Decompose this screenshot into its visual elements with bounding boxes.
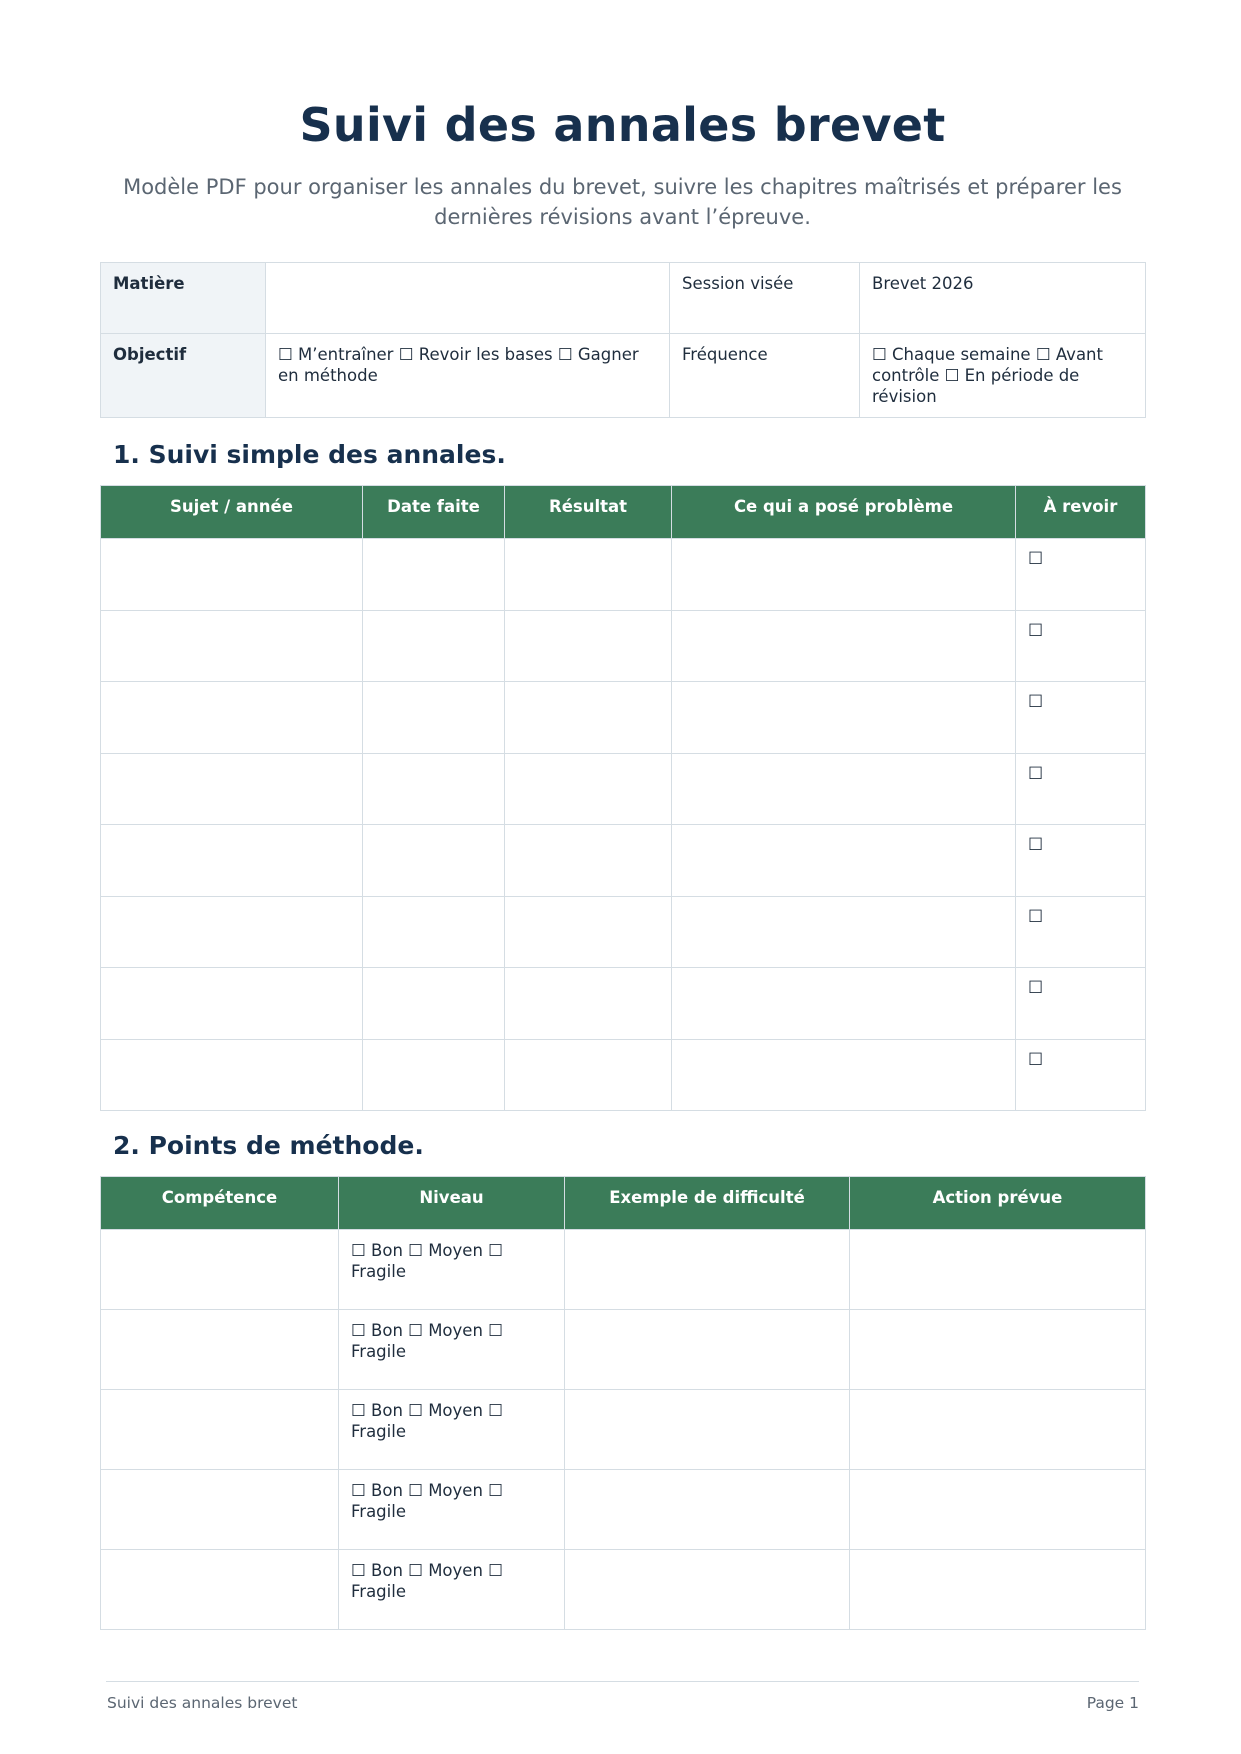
- revoir-checkbox[interactable]: ☐: [1016, 682, 1146, 754]
- resultat-cell[interactable]: [505, 753, 672, 825]
- column-header-revoir: À revoir: [1016, 486, 1146, 539]
- column-header-probleme: Ce qui a posé problème: [672, 486, 1016, 539]
- exemple-cell[interactable]: [565, 1550, 850, 1630]
- probleme-cell[interactable]: [672, 1039, 1016, 1111]
- table-row: [101, 825, 1146, 897]
- action-cell[interactable]: [850, 1230, 1146, 1310]
- probleme-cell[interactable]: [672, 825, 1016, 897]
- table-row: [101, 610, 1146, 682]
- frequence-label: Fréquence: [670, 334, 860, 418]
- revoir-checkbox[interactable]: ☐: [1016, 539, 1146, 611]
- column-header-competence: Compétence: [101, 1177, 339, 1230]
- exemple-cell[interactable]: [565, 1230, 850, 1310]
- niveau-options[interactable]: ☐ Bon ☐ Moyen ☐ Fragile: [339, 1550, 565, 1630]
- sujet-cell[interactable]: [101, 539, 363, 611]
- competence-cell[interactable]: [101, 1390, 339, 1470]
- probleme-cell[interactable]: [672, 896, 1016, 968]
- niveau-options[interactable]: ☐ Bon ☐ Moyen ☐ Fragile: [339, 1230, 565, 1310]
- table-row: [101, 539, 1146, 611]
- column-header-resultat: Résultat: [505, 486, 672, 539]
- matiere-field[interactable]: [266, 263, 670, 334]
- session-label: Session visée: [670, 263, 860, 334]
- objectif-label: Objectif: [101, 334, 266, 418]
- table-row: [101, 1550, 1146, 1630]
- date-cell[interactable]: [363, 539, 505, 611]
- competence-cell[interactable]: [101, 1550, 339, 1630]
- section1-heading: 1. Suivi simple des annales.: [113, 440, 506, 469]
- frequence-options[interactable]: ☐ Chaque semaine ☐ Avant contrôle ☐ En période de révision: [860, 334, 1146, 418]
- revoir-checkbox[interactable]: ☐: [1016, 825, 1146, 897]
- table-row: [101, 1310, 1146, 1390]
- niveau-options[interactable]: ☐ Bon ☐ Moyen ☐ Fragile: [339, 1390, 565, 1470]
- date-cell[interactable]: [363, 1039, 505, 1111]
- column-header-action: Action prévue: [850, 1177, 1146, 1230]
- table-row: [101, 896, 1146, 968]
- date-cell[interactable]: [363, 968, 505, 1040]
- page-number: Page 1: [1086, 1694, 1139, 1712]
- resultat-cell[interactable]: [505, 610, 672, 682]
- date-cell[interactable]: [363, 896, 505, 968]
- column-header-date: Date faite: [363, 486, 505, 539]
- sujet-cell[interactable]: [101, 825, 363, 897]
- objectif-options[interactable]: ☐ M’entraîner ☐ Revoir les bases ☐ Gagner en méthode: [266, 334, 670, 418]
- revoir-checkbox[interactable]: ☐: [1016, 1039, 1146, 1111]
- page-title: Suivi des annales brevet: [299, 98, 946, 152]
- action-cell[interactable]: [850, 1310, 1146, 1390]
- revoir-checkbox[interactable]: ☐: [1016, 896, 1146, 968]
- resultat-cell[interactable]: [505, 682, 672, 754]
- sujet-cell[interactable]: [101, 610, 363, 682]
- annales-table: [100, 485, 1146, 1111]
- info-table: [100, 262, 1146, 418]
- section2-heading: 2. Points de méthode.: [113, 1131, 424, 1160]
- sujet-cell[interactable]: [101, 968, 363, 1040]
- methode-table: [100, 1176, 1146, 1630]
- probleme-cell[interactable]: [672, 610, 1016, 682]
- table-row: [101, 1470, 1146, 1550]
- matiere-label: Matière: [101, 263, 266, 334]
- page-subtitle: Modèle PDF pour organiser les annales du brevet, suivre les chapitres maîtrisés et préparer les dernières révisions avant l’épreuve.: [123, 175, 1122, 229]
- sujet-cell[interactable]: [101, 1039, 363, 1111]
- column-header-exemple: Exemple de difficulté: [565, 1177, 850, 1230]
- revoir-checkbox[interactable]: ☐: [1016, 753, 1146, 825]
- probleme-cell[interactable]: [672, 968, 1016, 1040]
- date-cell[interactable]: [363, 753, 505, 825]
- competence-cell[interactable]: [101, 1310, 339, 1390]
- sujet-cell[interactable]: [101, 896, 363, 968]
- revoir-checkbox[interactable]: ☐: [1016, 610, 1146, 682]
- exemple-cell[interactable]: [565, 1310, 850, 1390]
- competence-cell[interactable]: [101, 1230, 339, 1310]
- probleme-cell[interactable]: [672, 539, 1016, 611]
- table-row: [101, 1390, 1146, 1470]
- date-cell[interactable]: [363, 825, 505, 897]
- date-cell[interactable]: [363, 610, 505, 682]
- exemple-cell[interactable]: [565, 1390, 850, 1470]
- table-row: [101, 1230, 1146, 1310]
- resultat-cell[interactable]: [505, 896, 672, 968]
- session-field[interactable]: Brevet 2026: [860, 263, 1146, 334]
- resultat-cell[interactable]: [505, 1039, 672, 1111]
- competence-cell[interactable]: [101, 1470, 339, 1550]
- resultat-cell[interactable]: [505, 539, 672, 611]
- niveau-options[interactable]: ☐ Bon ☐ Moyen ☐ Fragile: [339, 1310, 565, 1390]
- sujet-cell[interactable]: [101, 753, 363, 825]
- table-row: [101, 682, 1146, 754]
- probleme-cell[interactable]: [672, 753, 1016, 825]
- date-cell[interactable]: [363, 682, 505, 754]
- action-cell[interactable]: [850, 1550, 1146, 1630]
- footer-divider: [106, 1681, 1139, 1682]
- footer-title: Suivi des annales brevet: [107, 1694, 298, 1712]
- resultat-cell[interactable]: [505, 968, 672, 1040]
- table-row: [101, 753, 1146, 825]
- niveau-options[interactable]: ☐ Bon ☐ Moyen ☐ Fragile: [339, 1470, 565, 1550]
- table-row: [101, 1039, 1146, 1111]
- exemple-cell[interactable]: [565, 1470, 850, 1550]
- table-row: [101, 968, 1146, 1040]
- action-cell[interactable]: [850, 1390, 1146, 1470]
- column-header-sujet: Sujet / année: [101, 486, 363, 539]
- action-cell[interactable]: [850, 1470, 1146, 1550]
- sujet-cell[interactable]: [101, 682, 363, 754]
- resultat-cell[interactable]: [505, 825, 672, 897]
- probleme-cell[interactable]: [672, 682, 1016, 754]
- revoir-checkbox[interactable]: ☐: [1016, 968, 1146, 1040]
- column-header-niveau: Niveau: [339, 1177, 565, 1230]
